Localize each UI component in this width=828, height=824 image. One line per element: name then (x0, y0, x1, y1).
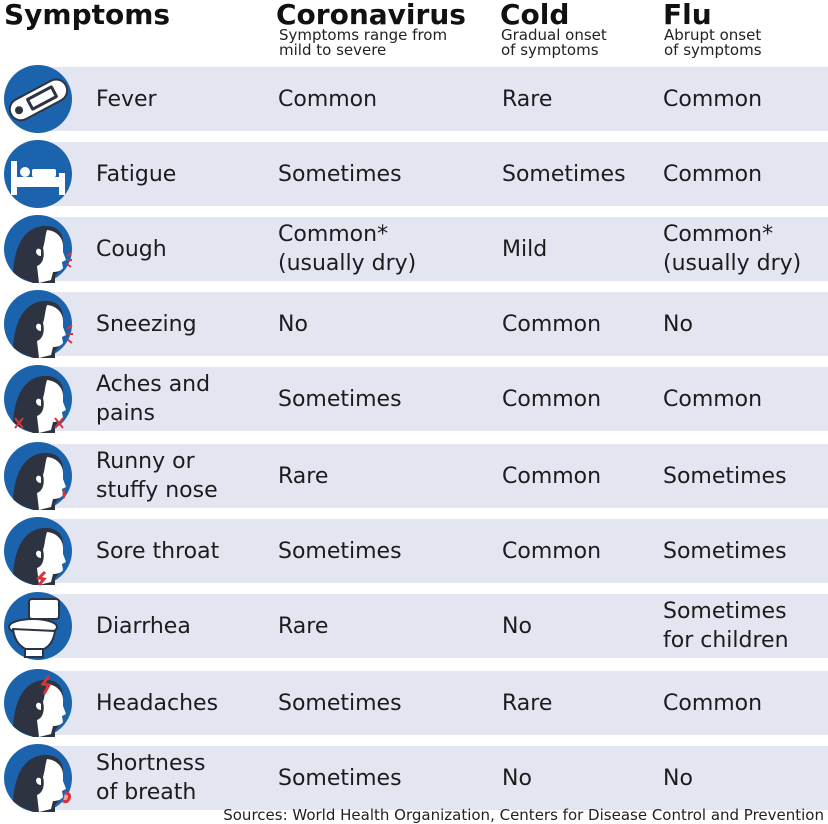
cold-cell: Rare (502, 86, 553, 112)
symptom-cell: Diarrhea (96, 613, 191, 639)
flu-cell: Common (663, 386, 763, 412)
flu-cell: Sometimes for children (663, 599, 789, 653)
flu-cell: Common (663, 86, 763, 112)
symptom-cell: Cough (96, 236, 167, 262)
aches-head-icon (3, 364, 73, 434)
coronavirus-cell: Sometimes (278, 161, 402, 187)
coronavirus-cell: Rare (278, 613, 329, 639)
flu-cell: Common* (usually dry) (663, 222, 802, 276)
cold-column-title: Cold (500, 0, 570, 31)
table-row (0, 441, 828, 511)
table-row (0, 743, 828, 813)
table-row (0, 516, 828, 586)
table-row (0, 591, 828, 661)
headache-head-icon (3, 668, 73, 738)
coronavirus-cell: Sometimes (278, 765, 402, 791)
cold-cell: Common (502, 311, 602, 337)
cold-column-subtitle: Gradual onset of symptoms (501, 26, 607, 59)
toilet-icon (3, 591, 73, 661)
cold-cell: No (502, 765, 532, 791)
symptom-cell: Shortness of breath (96, 751, 206, 805)
sneeze-head-icon (3, 289, 73, 359)
table-row (0, 214, 828, 284)
runny-nose-head-icon (3, 441, 73, 511)
table-row (0, 668, 828, 738)
flu-cell: No (663, 311, 693, 337)
coronavirus-cell: Sometimes (278, 538, 402, 564)
bed-icon (3, 139, 73, 209)
table-row (0, 139, 828, 209)
symptom-cell: Sneezing (96, 311, 197, 337)
table-row (0, 64, 828, 134)
coronavirus-column-title: Coronavirus (276, 0, 466, 31)
coronavirus-cell: No (278, 311, 308, 337)
breath-head-icon (3, 743, 73, 813)
table-row (0, 364, 828, 434)
flu-cell: Sometimes (663, 538, 787, 564)
table-header (0, 0, 828, 64)
cold-cell: Common (502, 538, 602, 564)
cold-cell: Rare (502, 690, 553, 716)
cold-cell: Mild (502, 236, 548, 262)
cough-head-icon (3, 214, 73, 284)
sore-throat-head-icon (3, 516, 73, 586)
coronavirus-cell: Sometimes (278, 690, 402, 716)
cold-cell: Common (502, 386, 602, 412)
symptom-cell: Fatigue (96, 161, 177, 187)
coronavirus-cell: Rare (278, 463, 329, 489)
flu-cell: Sometimes (663, 463, 787, 489)
symptom-cell: Headaches (96, 690, 219, 716)
table-row (0, 289, 828, 359)
symptom-cell: Sore throat (96, 538, 220, 564)
symptom-cell: Fever (96, 86, 157, 112)
flu-column-title: Flu (663, 0, 712, 31)
flu-cell: No (663, 765, 693, 791)
coronavirus-cell: Common (278, 86, 378, 112)
flu-column-subtitle: Abrupt onset of symptoms (664, 26, 762, 59)
cold-cell: Sometimes (502, 161, 626, 187)
symptoms-column-title: Symptoms (4, 0, 171, 31)
cold-cell: No (502, 613, 532, 639)
cold-cell: Common (502, 463, 602, 489)
flu-cell: Common (663, 690, 763, 716)
coronavirus-column-subtitle: Symptoms range from mild to severe (279, 26, 448, 59)
symptom-cell: Runny or stuffy nose (96, 449, 218, 503)
sources-footnote: Sources: World Health Organization, Centers for Disease Control and Prevention (223, 806, 824, 824)
flu-cell: Common (663, 161, 763, 187)
coronavirus-cell: Common* (usually dry) (278, 222, 417, 276)
coronavirus-cell: Sometimes (278, 386, 402, 412)
symptom-cell: Aches and pains (96, 372, 211, 426)
thermometer-icon (3, 64, 73, 134)
